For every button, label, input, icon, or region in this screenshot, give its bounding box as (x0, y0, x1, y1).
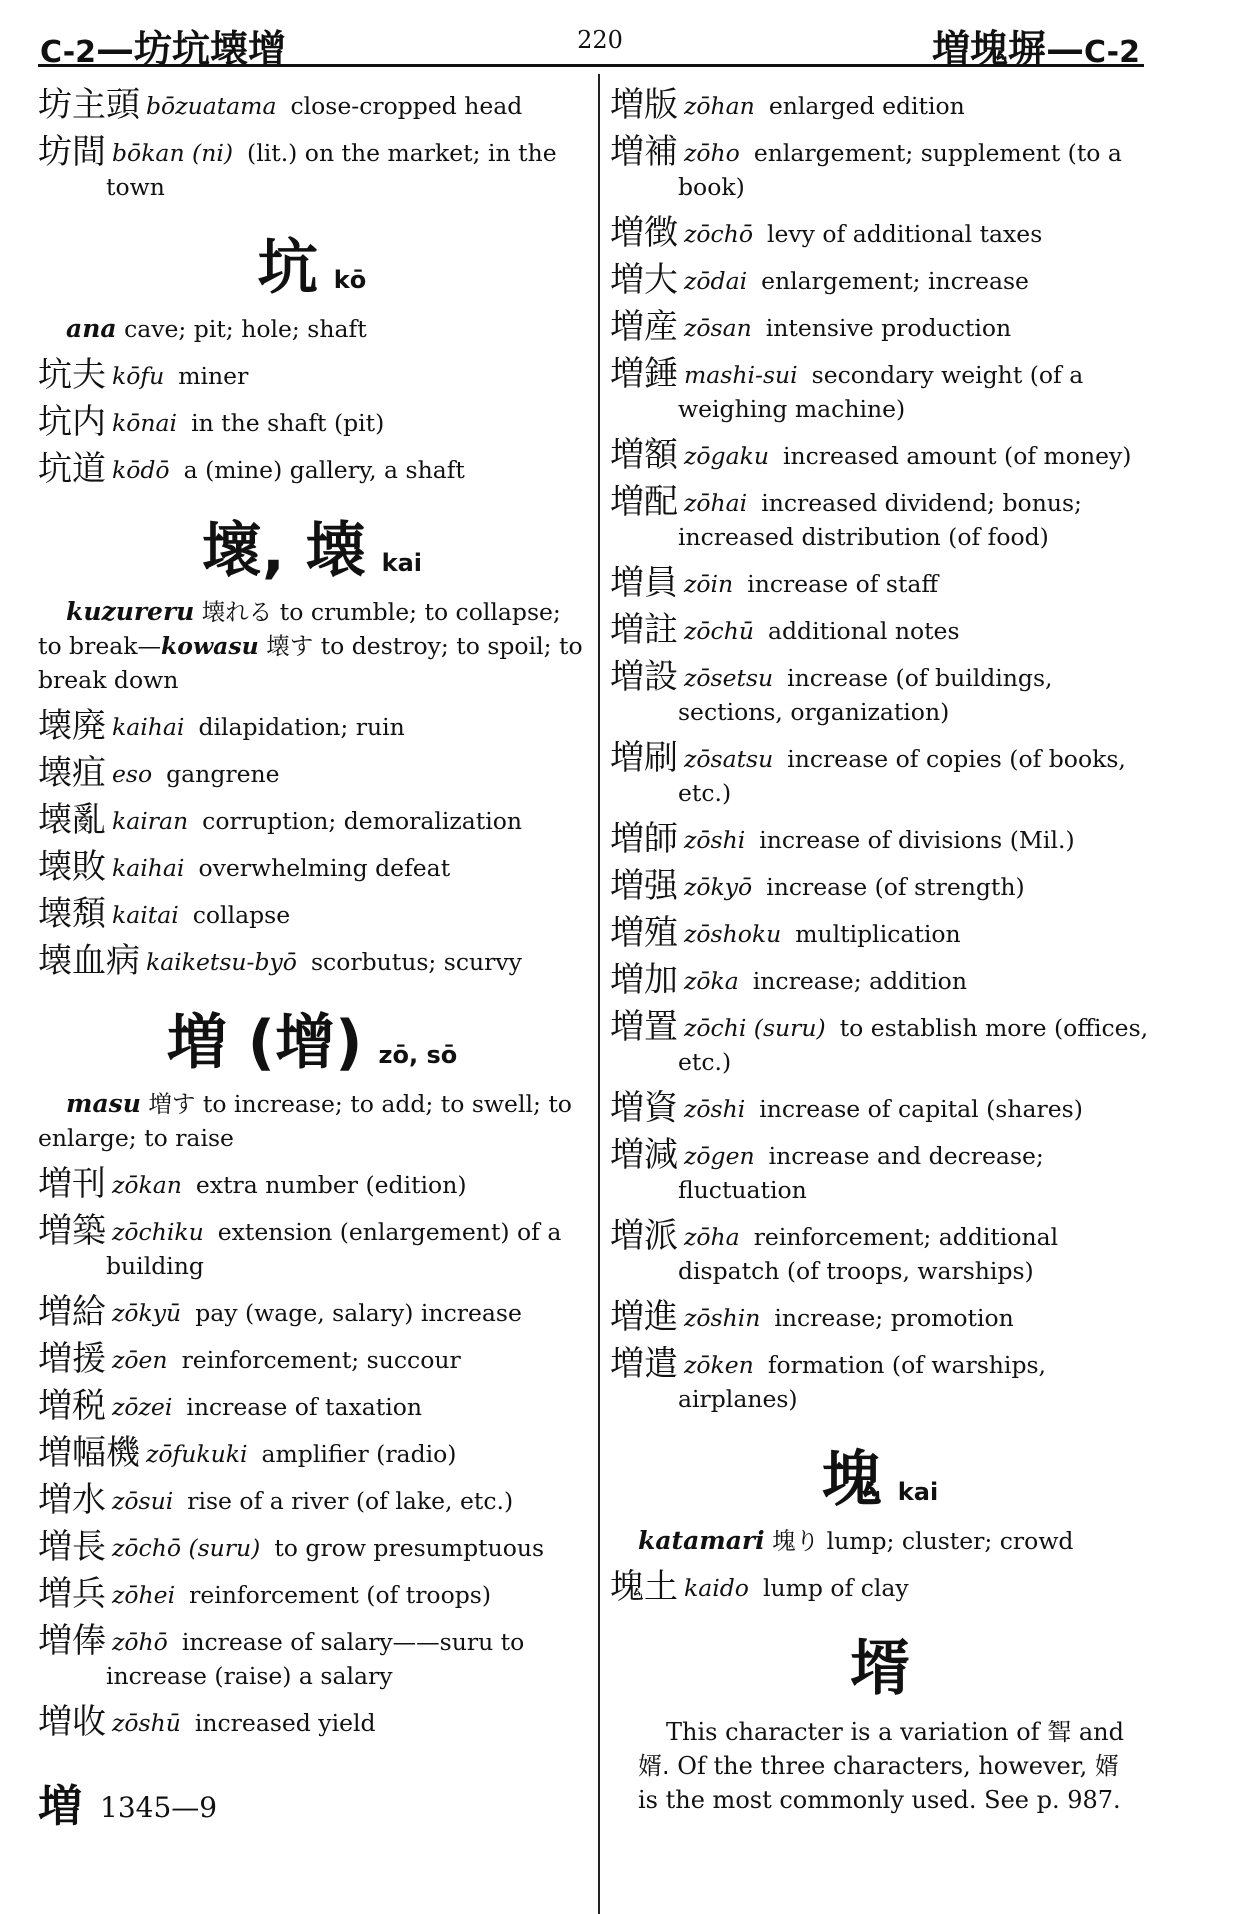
entry-kanji: 壊血病 (38, 941, 140, 981)
entry-meaning: (lit.) on the market; in the town (106, 139, 557, 201)
kun-kanji: 壊れる (201, 598, 273, 626)
entry-reading: zōsetsu (684, 664, 774, 692)
entry-reading: zōdai (684, 267, 748, 295)
entry-meaning: increase of copies (of books, etc.) (678, 745, 1126, 807)
entry-reading: zōka (684, 967, 739, 995)
dictionary-entry (38, 1574, 586, 1614)
entry-meaning: to grow presumptuous (274, 1534, 545, 1562)
entry-meaning: levy of additional taxes (766, 220, 1043, 248)
dictionary-entry (38, 1433, 586, 1473)
headword-definition (38, 312, 586, 346)
kun-reading: masu (66, 1089, 141, 1118)
entry-reading: zōkyū (112, 1299, 182, 1327)
entry-reading: zōchū (684, 617, 754, 645)
dictionary-entry (610, 866, 1150, 906)
dictionary-entry (38, 847, 586, 887)
entry-reading: bōzuatama (146, 92, 277, 120)
entry-meaning: increased dividend; bonus; increased distribution (of food) (678, 489, 1082, 551)
definition-text-2: to destroy; to spoil; to break down (38, 632, 583, 694)
dictionary-entry (610, 213, 1150, 253)
entry-meaning: increase; addition (752, 967, 967, 995)
entry-meaning: multiplication (795, 920, 961, 948)
dictionary-entry (610, 307, 1150, 347)
entry-reading: kōdō (112, 456, 170, 484)
entry-kanji: 増置 (610, 1007, 678, 1047)
variant-note (638, 1715, 1126, 1817)
entry-kanji: 坑道 (38, 449, 106, 489)
dictionary-entry (38, 402, 586, 442)
entry-meaning: formation (of warships, airplanes) (678, 1351, 1047, 1413)
headword-definition (610, 1524, 1150, 1558)
entry-meaning: dilapidation; ruin (198, 713, 405, 741)
dictionary-entry (38, 941, 586, 981)
dictionary-entry (38, 355, 586, 395)
dictionary-entry (610, 482, 1150, 554)
definition-text: cave; pit; hole; shaft (124, 315, 367, 343)
entry-kanji: 増水 (38, 1480, 106, 1520)
entry-meaning: reinforcement; succour (181, 1346, 461, 1374)
entry-kanji: 増師 (610, 819, 678, 859)
entry-reading: zōsui (112, 1487, 174, 1515)
entry-reading: zōsatsu (684, 745, 774, 773)
entry-meaning: increase (of buildings, sections, organization) (678, 664, 1053, 726)
entry-meaning: secondary weight (of a weighing machine) (678, 361, 1084, 423)
entry-reading: bōkan (ni) (112, 139, 234, 167)
entry-meaning: additional notes (767, 617, 960, 645)
entry-meaning: close-cropped head (290, 92, 523, 120)
dictionary-entry (38, 894, 586, 934)
entry-reading: zōshū (112, 1709, 181, 1737)
note-text-3: Of the three characters, however, (677, 1752, 1088, 1780)
entry-meaning: corruption; demoralization (202, 807, 523, 835)
entry-reading: kaitai (112, 901, 179, 929)
note-kanji-1: 聟 (1047, 1718, 1072, 1746)
entry-reading: zōgaku (684, 442, 769, 470)
entry-reading: kaihai (112, 713, 185, 741)
entry-meaning: rise of a river (of lake, etc.) (187, 1487, 514, 1515)
dictionary-entry (610, 85, 1150, 125)
entry-kanji: 坊主頭 (38, 85, 140, 125)
dictionary-entry (38, 1480, 586, 1520)
dictionary-entry (610, 1135, 1150, 1207)
entry-kanji: 増版 (610, 85, 678, 125)
entry-kanji: 増徴 (610, 213, 678, 253)
entry-kanji: 増收 (38, 1702, 106, 1742)
right-column (610, 76, 1150, 1817)
dictionary-entry (610, 657, 1150, 729)
header-right-code: C-2 (1083, 35, 1140, 70)
entry-meaning: collapse (192, 901, 291, 929)
dictionary-entry (610, 435, 1150, 475)
entry-kanji: 増强 (610, 866, 678, 906)
entry-reading: zōkyō (684, 873, 753, 901)
entry-reading: zōha (684, 1223, 740, 1251)
dictionary-entry (38, 1527, 586, 1567)
entry-meaning: extension (enlargement) of a building (106, 1218, 562, 1280)
kun-reading: katamari (638, 1526, 765, 1555)
entry-reading: kōnai (112, 409, 178, 437)
entry-meaning: miner (178, 362, 249, 390)
entry-kanji: 増設 (610, 657, 678, 697)
entry-kanji: 増兵 (38, 1574, 106, 1614)
entry-reading: zōchiku (112, 1218, 204, 1246)
headword-reading: kō (333, 266, 367, 294)
page-number: 220 (577, 26, 623, 54)
entry-kanji: 増給 (38, 1292, 106, 1332)
dictionary-entry (610, 1567, 1150, 1607)
dictionary-entry (610, 1344, 1150, 1416)
dictionary-entry (38, 753, 586, 793)
dictionary-entry (38, 1621, 586, 1693)
definition-text: to increase; to add; to swell; to enlarge; to raise (38, 1090, 572, 1152)
headword-kanji: 塊 (821, 1445, 882, 1515)
entry-kanji: 壊亂 (38, 800, 106, 840)
headword-kai (38, 503, 586, 589)
headword-reading: kai (897, 1478, 939, 1506)
entry-reading: zōshoku (684, 920, 782, 948)
kun-kanji: 塊り (772, 1527, 820, 1555)
note-kanji-3: 婿 (1094, 1752, 1119, 1780)
entry-reading: zōsan (684, 314, 752, 342)
dictionary-entry (38, 449, 586, 489)
kun-kanji-2: 壊す (266, 632, 314, 660)
dictionary-entry (610, 610, 1150, 650)
entry-kanji: 増大 (610, 260, 678, 300)
entry-kanji: 坑夫 (38, 355, 106, 395)
headword-definition (38, 1087, 586, 1155)
kun-reading: kuzureru (66, 597, 195, 626)
entries-zo (38, 1164, 586, 1742)
entry-meaning: increase of taxation (186, 1393, 423, 1421)
entries-katamari (610, 1567, 1150, 1607)
entry-kanji: 増刊 (38, 1164, 106, 1204)
note-text-1: This character is a variation of (666, 1718, 1040, 1746)
entry-reading: zōhai (684, 489, 748, 517)
entry-meaning: increase (of strength) (766, 873, 1025, 901)
kun-reading: ana (66, 314, 117, 343)
entry-kanji: 壊疽 (38, 753, 106, 793)
definition-text: lump; cluster; crowd (826, 1527, 1074, 1555)
entry-kanji: 増産 (610, 307, 678, 347)
dictionary-entry (610, 260, 1150, 300)
entry-meaning: increase; promotion (774, 1304, 1014, 1332)
entry-kanji: 増進 (610, 1297, 678, 1337)
entry-reading: zōkan (112, 1171, 182, 1199)
entries-zo-cont (610, 85, 1150, 1416)
note-text-2: and (1078, 1718, 1124, 1746)
entry-kanji: 坊間 (38, 132, 106, 172)
entry-meaning: increase of divisions (Mil.) (759, 826, 1075, 854)
dictionary-entry (38, 1164, 586, 1204)
entry-meaning: scorbutus; scurvy (310, 948, 522, 976)
column-divider (598, 74, 600, 1914)
note-kanji-2: 婿. (638, 1752, 670, 1780)
dictionary-entry (38, 1292, 586, 1332)
note-text-4: is the most commonly used. See p. 987. (638, 1786, 1121, 1814)
reference-kanji: 増 (38, 1781, 82, 1832)
entry-meaning: to establish more (offices, etc.) (678, 1014, 1149, 1076)
headword-kanji: 増 (增) (166, 1008, 363, 1078)
reference-number: 1345—9 (100, 1791, 218, 1824)
headword-kanji: 壞, 壊 (201, 516, 366, 586)
entry-kanji: 増刷 (610, 738, 678, 778)
entry-reading: mashi-sui (684, 361, 798, 389)
left-column (38, 76, 586, 1834)
headword-reading: zō, sō (378, 1041, 458, 1069)
entry-meaning: enlargement; increase (761, 267, 1029, 295)
entry-reading: eso (112, 760, 153, 788)
entry-meaning: lump of clay (762, 1574, 909, 1602)
entry-reading: zōhō (112, 1628, 168, 1656)
headword-variant (610, 1621, 1150, 1707)
headword-kanji: 壻 (850, 1634, 910, 1704)
entry-kanji: 増俸 (38, 1621, 106, 1661)
dictionary-entry (610, 1216, 1150, 1288)
dictionary-entry (610, 132, 1150, 204)
entry-reading: zōho (684, 139, 740, 167)
entry-kanji: 坑内 (38, 402, 106, 442)
entry-reading: zōchō (suru) (112, 1534, 261, 1562)
entry-reading: zōgen (684, 1142, 755, 1170)
entry-kanji: 増註 (610, 610, 678, 650)
entry-kanji: 壊廃 (38, 706, 106, 746)
entry-kanji: 増額 (610, 435, 678, 475)
headword-zo (38, 995, 586, 1081)
entry-kanji: 増遣 (610, 1344, 678, 1384)
headword-definition (38, 595, 586, 697)
headword-kanji: 坑 (257, 233, 318, 303)
entry-reading: zōshin (684, 1304, 761, 1332)
entry-reading: zōzei (112, 1393, 173, 1421)
dictionary-entry (610, 1088, 1150, 1128)
entry-meaning: extra number (edition) (195, 1171, 467, 1199)
entry-meaning: intensive production (765, 314, 1012, 342)
entry-reading: zōken (684, 1351, 754, 1379)
dictionary-entry (38, 800, 586, 840)
entries-ko (38, 355, 586, 489)
entry-kanji: 増援 (38, 1339, 106, 1379)
entries-bo (38, 85, 586, 204)
entry-kanji: 増配 (610, 482, 678, 522)
entry-kanji: 増員 (610, 563, 678, 603)
entry-meaning: overwhelming defeat (198, 854, 451, 882)
definition-text: to crumble; to collapse; to break— (38, 598, 561, 660)
entry-meaning: increase of staff (747, 570, 939, 598)
entry-kanji: 増殖 (610, 913, 678, 953)
entry-reading: zōshi (684, 826, 746, 854)
entry-kanji: 増錘 (610, 354, 678, 394)
entry-meaning: increase of salary——suru to increase (raise) a salary (106, 1628, 525, 1690)
entry-reading: zōhan (684, 92, 755, 120)
entry-kanji: 増補 (610, 132, 678, 172)
dictionary-entry (610, 738, 1150, 810)
dictionary-entry (38, 1339, 586, 1379)
entry-meaning: increased amount (of money) (782, 442, 1132, 470)
entry-meaning: pay (wage, salary) increase (195, 1299, 522, 1327)
entry-reading: zōchō (684, 220, 753, 248)
entry-kanji: 塊土 (610, 1567, 678, 1607)
entry-reading: zōin (684, 570, 734, 598)
entry-reading: zōen (112, 1346, 168, 1374)
entry-meaning: reinforcement; additional dispatch (of troops, warships) (678, 1223, 1059, 1285)
entry-reading: zōshi (684, 1095, 746, 1123)
header-rule (38, 64, 1144, 67)
entry-meaning: reinforcement (of troops) (189, 1581, 492, 1609)
entry-meaning: amplifier (radio) (261, 1440, 457, 1468)
entry-kanji: 増長 (38, 1527, 106, 1567)
cross-reference (38, 1770, 586, 1834)
entry-meaning: enlargement; supplement (to a book) (678, 139, 1122, 201)
entry-reading: kaido (684, 1574, 749, 1602)
entries-kai (38, 706, 586, 981)
entry-meaning: a (mine) gallery, a shaft (183, 456, 465, 484)
dictionary-entry (610, 1297, 1150, 1337)
entry-reading: zōchi (suru) (684, 1014, 826, 1042)
kun-reading-2: kowasu (161, 632, 259, 660)
entry-kanji: 増派 (610, 1216, 678, 1256)
headword-ko (38, 220, 586, 306)
dictionary-entry (610, 819, 1150, 859)
entry-reading: kaiketsu-byō (146, 948, 297, 976)
headword-katamari (610, 1432, 1150, 1518)
entry-reading: zōfukuki (146, 1440, 248, 1468)
kun-kanji: 増す (148, 1090, 196, 1118)
entry-kanji: 増資 (610, 1088, 678, 1128)
entry-kanji: 壊頽 (38, 894, 106, 934)
entry-reading: kōfu (112, 362, 165, 390)
header-right-chars: 増塊塀— (931, 26, 1084, 71)
dictionary-entry (38, 132, 586, 204)
entry-reading: kaihai (112, 854, 185, 882)
dictionary-entry (38, 706, 586, 746)
dictionary-entry (610, 563, 1150, 603)
entry-meaning: gangrene (166, 760, 280, 788)
dictionary-entry (610, 1007, 1150, 1079)
entry-reading: zōhei (112, 1581, 176, 1609)
dictionary-entry (38, 1702, 586, 1742)
entry-meaning: increased yield (194, 1709, 376, 1737)
dictionary-entry (38, 1211, 586, 1283)
headword-reading: kai (381, 549, 423, 577)
entry-meaning: increase and decrease; fluctuation (678, 1142, 1044, 1204)
entry-kanji: 増税 (38, 1386, 106, 1426)
header-left-chars: —坊坑壊增 (96, 26, 287, 71)
dictionary-entry (38, 85, 586, 125)
dictionary-entry (610, 960, 1150, 1000)
dictionary-entry (610, 913, 1150, 953)
entry-kanji: 増幅機 (38, 1433, 140, 1473)
dictionary-entry (38, 1386, 586, 1426)
entry-reading: kairan (112, 807, 189, 835)
entry-kanji: 増加 (610, 960, 678, 1000)
header-left-code: C-2 (40, 35, 97, 70)
entry-meaning: in the shaft (pit) (191, 409, 385, 437)
dictionary-entry (610, 354, 1150, 426)
entry-kanji: 増築 (38, 1211, 106, 1251)
entry-meaning: enlarged edition (768, 92, 965, 120)
entry-meaning: increase of capital (shares) (759, 1095, 1083, 1123)
entry-kanji: 壊敗 (38, 847, 106, 887)
entry-kanji: 増減 (610, 1135, 678, 1175)
